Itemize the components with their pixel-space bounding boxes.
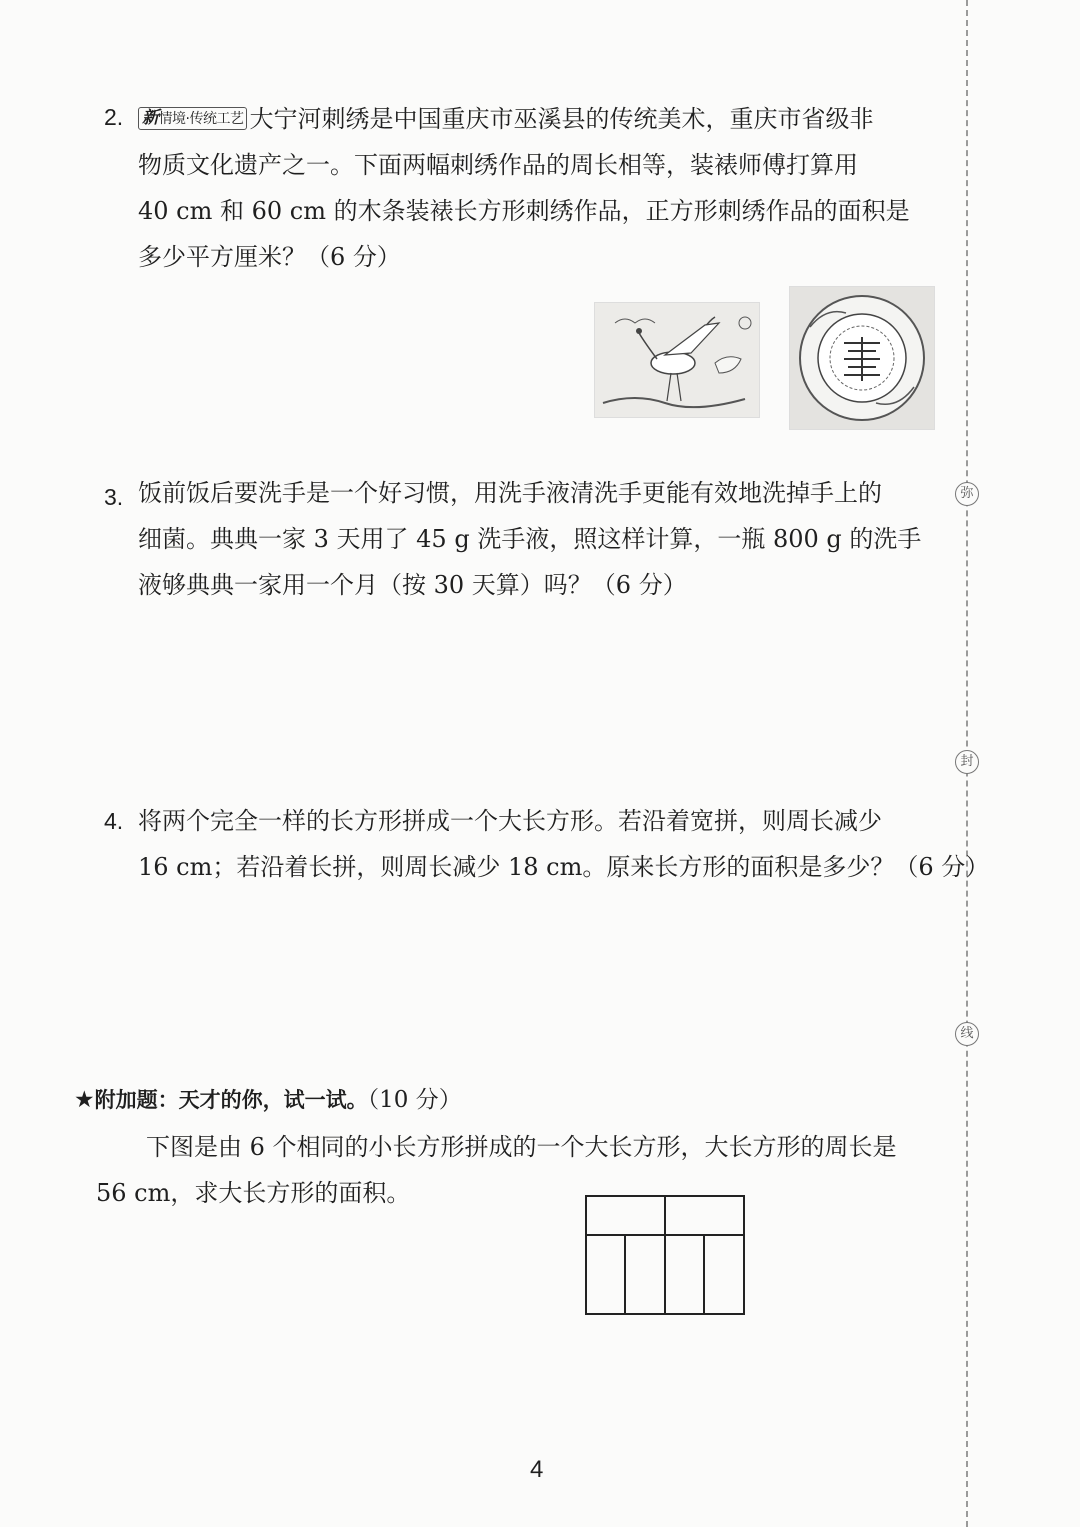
crane-embroidery-image [594, 302, 760, 418]
q2-line-3: 40 cm 和 60 cm 的木条装裱长方形刺绣作品，正方形刺绣作品的面积是 [138, 197, 910, 225]
q2-number: 2. [104, 104, 124, 130]
q4-line-1: 将两个完全一样的长方形拼成一个大长方形。若沿着宽拼，则周长减少 [138, 807, 882, 835]
q3-line-2: 细菌。典典一家 3 天用了 45 g 洗手液，照这样计算，一瓶 800 g 的洗手 [138, 525, 922, 553]
star-icon: ★ [74, 1087, 95, 1113]
seal-char-xian: 线 [955, 1022, 979, 1046]
bonus-score: （10 分） [367, 1087, 462, 1113]
q3-number: 3. [104, 484, 124, 510]
bonus-label: 附加题： [94, 1088, 179, 1112]
bonus-line-2: 56 cm，求大长方形的面积。 [96, 1179, 411, 1207]
seal-char-feng: 封 [955, 750, 979, 774]
question-2 [138, 96, 910, 280]
q4-line-2: 16 cm；若沿着长拼，则周长减少 18 cm。原来长方形的面积是多少？（6 分） [138, 853, 990, 881]
bonus-title: 天才的你，试一试。 [178, 1088, 368, 1112]
question-3 [138, 470, 921, 608]
q4-number: 4. [104, 808, 124, 834]
q3-line-1: 饭前饭后要洗手是一个好习惯，用洗手液清洗手更能有效地洗掉手上的 [138, 479, 882, 507]
q2-line-2: 物质文化遗产之一。下面两幅刺绣作品的周长相等，装裱师傅打算用 [138, 151, 858, 179]
bonus-heading [74, 1080, 462, 1120]
q2-line-4: 多少平方厘米？（6 分） [138, 243, 401, 271]
question-4 [138, 798, 989, 890]
rectangle-diagram [584, 1194, 746, 1316]
q3-line-3: 液够典典一家用一个月（按 30 天算）吗？（6 分） [138, 571, 687, 599]
q2-line-1: 新情境·传统工艺 大宁河刺绣是中国重庆市巫溪县的传统美术，重庆市省级非 [138, 96, 910, 142]
circular-embroidery-image [789, 286, 935, 430]
seal-char-mi: 弥 [955, 482, 979, 506]
bonus-line-1: 下图是由 6 个相同的小长方形拼成的一个大长方形，大长方形的周长是 [146, 1133, 897, 1161]
bonus-question [96, 1124, 897, 1216]
new-context-tag: 新情境·传统工艺 [138, 107, 247, 130]
page-number: 4 [530, 1456, 544, 1483]
